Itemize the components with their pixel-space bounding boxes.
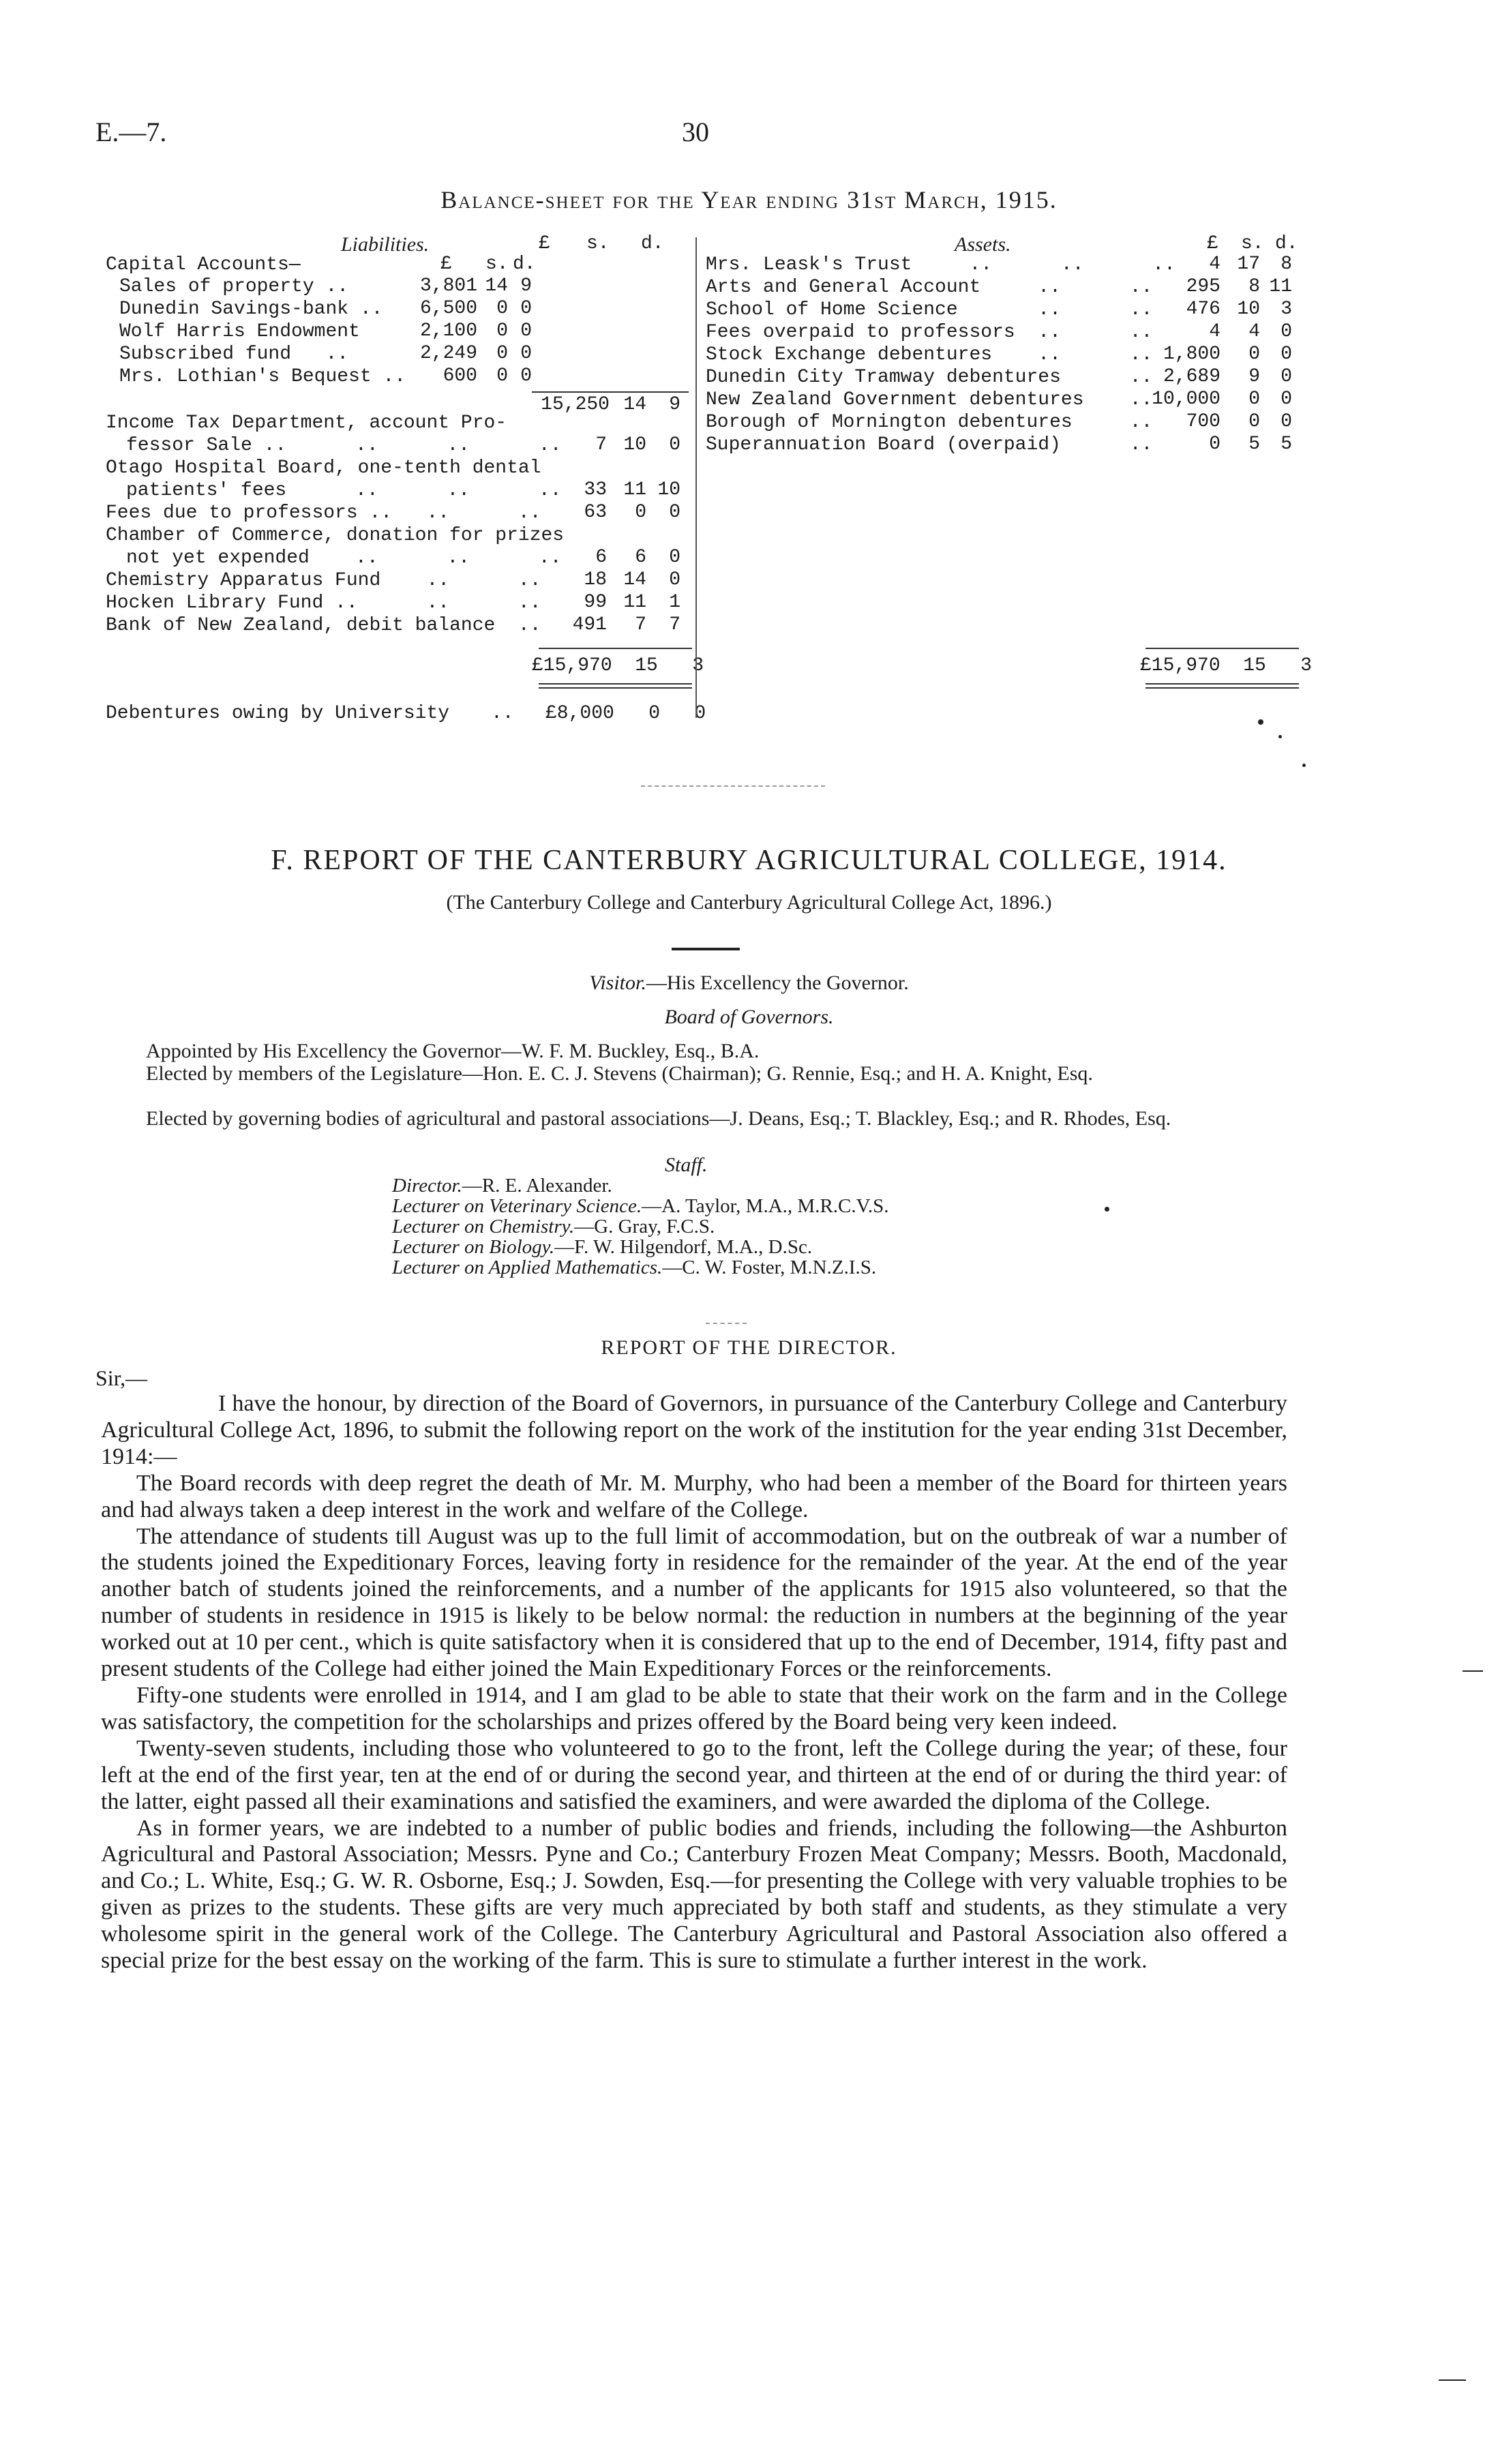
asset-pence: 11 — [1269, 276, 1292, 297]
liabilities-total: £15,970 15 3 — [532, 655, 704, 676]
assets-pound-header: £ — [1207, 233, 1218, 254]
asset-pence: 8 — [1280, 254, 1292, 275]
board-elected-associations: Elected by governing bodies of agricultural and pastoral associations—J. Deans, Esq.; T. Blackley, Esq.; and R. Rhodes, Esq. — [146, 1107, 1171, 1130]
capital-item-pounds: 6,500 — [419, 298, 477, 319]
speck — [1278, 735, 1282, 738]
liability-label: Chamber of Commerce, donation for prizes — [106, 525, 565, 546]
assets-header: Assets. — [955, 233, 1011, 256]
speck — [1439, 2379, 1466, 2381]
assets-total: £15,970 15 3 — [1140, 655, 1313, 676]
capital-item-shillings: 0 — [496, 298, 508, 319]
staff-list — [392, 1175, 888, 1278]
capital-item-pounds: 2,100 — [419, 320, 477, 342]
asset-pence: 0 — [1280, 389, 1292, 410]
section-divider — [641, 785, 825, 787]
report-paragraph: Twenty-seven students, including those who volunteered to go to the front, left the College during the year; of these, four left at the end of the first year, ten at the end of or during the second year, and thirteen at the end of or during the third year: of the latter, eight passed all their examinations and satisfied the examiners, and were awarded the diploma of the College. — [101, 1735, 1287, 1814]
capital-item-label: Sales of property .. — [119, 276, 360, 297]
visitor-text: —His Excellency the Governor. — [646, 972, 909, 994]
capital-total-pounds: 15,250 — [541, 394, 610, 415]
asset-label: New Zealand Government debentures .. — [706, 389, 1153, 410]
liability-pence: 0 — [669, 434, 680, 455]
capital-s-header: s. — [485, 254, 509, 275]
asset-label: Superannuation Board (overpaid) .. — [706, 434, 1153, 455]
asset-shillings: 17 — [1237, 254, 1260, 275]
debentures-dots: .. — [491, 703, 514, 724]
report-paragraph: As in former years, we are indebted to a number of public bodies and friends, including the following—the Ashburton Agricultural and Pastoral Association; Messrs. Pyne and Co.; Canterbury Frozen Meat Company; Messrs. Booth, Macdonald, and Co.; L. White, Esq.; G. W. R. Osborne, Esq.; J. Sowden, Esq.—for presenting the College with very valuable trophies to be given as prizes to the students. These gifts are very much appreciated by both staff and students, as they stimulate a very wholesome spirit in the general work of the College. The Canterbury Agricultural and Pastoral Association also offered a special prize for the best essay on the working of the farm. This is sure to stimulate a further interest in the work. — [101, 1815, 1287, 1974]
staff-member — [392, 1175, 888, 1196]
staff-role: Lecturer on Applied Mathematics. — [392, 1257, 663, 1278]
liability-shillings: 11 — [623, 592, 646, 613]
capital-accounts-label: Capital Accounts— — [106, 254, 301, 275]
staff-name: —C. W. Foster, M.N.Z.I.S. — [662, 1257, 877, 1278]
capital-total-shillings: 14 — [623, 394, 646, 415]
capital-item-label: Wolf Harris Endowment — [119, 321, 360, 342]
capital-d-header: d. — [513, 254, 536, 275]
liabilities-s-header: s. — [586, 233, 610, 254]
board-appointed: Appointed by His Excellency the Governor—W. F. M. Buckley, Esq., B.A. — [146, 1040, 760, 1062]
report-subtitle: (The Canterbury College and Canterbury Agricultural College Act, 1896.) — [446, 891, 1052, 914]
capital-item-shillings: 14 — [485, 275, 508, 297]
asset-shillings: 0 — [1248, 344, 1260, 365]
liability-pence: 0 — [669, 502, 680, 523]
assets-d-header: d. — [1275, 233, 1298, 254]
report-body — [101, 1391, 1287, 1974]
liabilities-header: Liabilities. — [341, 233, 430, 256]
liability-pounds: 18 — [584, 569, 607, 590]
liability-pounds: 99 — [584, 592, 607, 613]
debentures-value: £8,000 0 0 — [545, 703, 706, 724]
director-report-heading: REPORT OF THE DIRECTOR. — [601, 1336, 897, 1359]
staff-member — [392, 1237, 888, 1257]
liability-pence: 0 — [669, 569, 680, 590]
report-paragraph: The Board records with deep regret the death of Mr. M. Murphy, who had been a member of the Board for thirteen years and had always taken a deep interest in the work and welfare of the College. — [101, 1470, 1287, 1522]
balance-sheet-divider — [695, 237, 697, 718]
asset-pounds: 10,000 — [1152, 389, 1220, 410]
capital-item-shillings: 0 — [496, 343, 508, 364]
capital-item-label: Dunedin Savings-bank .. — [119, 299, 383, 320]
asset-pounds: 295 — [1186, 276, 1220, 297]
asset-shillings: 8 — [1248, 276, 1260, 297]
capital-item-pence: 9 — [520, 275, 532, 297]
asset-pounds: 700 — [1186, 411, 1220, 432]
page-number: 30 — [682, 117, 709, 147]
liability-shillings: 11 — [623, 479, 646, 500]
small-divider — [706, 1323, 747, 1324]
asset-pence: 0 — [1280, 321, 1292, 342]
liabilities-d-header: d. — [641, 233, 664, 254]
staff-member — [392, 1216, 888, 1237]
liability-label: Bank of New Zealand, debit balance .. — [106, 615, 541, 636]
speck — [1463, 1670, 1483, 1672]
speck — [1105, 1207, 1109, 1212]
capital-item-shillings: 0 — [496, 320, 508, 342]
board-heading: Board of Governors. — [664, 1006, 834, 1028]
report-paragraph: I have the honour, by direction of the Board of Governors, in pursuance of the Canterbury College and Canterbury Agricultural College Act, 1896, to submit the following report on the work of the institution for the year ending 31st December, 1914:— — [101, 1391, 1287, 1469]
staff-name: —A. Taylor, M.A., M.R.C.V.S. — [642, 1195, 889, 1217]
liabilities-pound-header: £ — [539, 233, 550, 254]
liability-pence: 7 — [669, 614, 680, 635]
capital-item-pence: 0 — [520, 320, 532, 342]
asset-shillings: 5 — [1248, 434, 1260, 455]
visitor-label: Visitor. — [589, 972, 646, 994]
asset-pence: 0 — [1280, 366, 1292, 387]
assets-s-header: s. — [1241, 233, 1264, 254]
speck — [1258, 719, 1263, 725]
asset-shillings: 4 — [1248, 321, 1260, 342]
capital-item-pence: 0 — [520, 365, 532, 387]
asset-pounds: 476 — [1186, 299, 1220, 320]
asset-label: Dunedin City Tramway debentures .. — [706, 367, 1153, 388]
asset-pence: 5 — [1280, 434, 1292, 455]
report-paragraph: Fifty-one students were enrolled in 1914, and I am glad to be able to state that their work on the farm and in the College was satisfactory, the competition for the scholarships and prizes offered by the Board being very keen indeed. — [101, 1682, 1287, 1734]
staff-role: Lecturer on Chemistry. — [392, 1216, 575, 1237]
capital-item-label: Mrs. Lothian's Bequest .. — [119, 366, 406, 387]
asset-pounds: 4 — [1209, 254, 1220, 275]
capital-item-pounds: 2,249 — [419, 343, 477, 364]
capital-total-pence: 9 — [669, 394, 680, 415]
debentures-label: Debentures owing by University — [106, 703, 450, 724]
liability-pence: 10 — [657, 479, 680, 500]
asset-label: Arts and General Account .. .. — [706, 277, 1153, 298]
liability-shillings: 10 — [623, 434, 646, 455]
board-elected-legislature: Elected by members of the Legislature—Hon. E. C. J. Stevens (Chairman); G. Rennie, Esq.; and H. A. Knight, Esq. — [146, 1062, 1093, 1085]
liability-shillings: 6 — [635, 547, 646, 568]
asset-shillings: 0 — [1248, 389, 1260, 410]
liability-pence: 0 — [669, 547, 680, 568]
capital-pound-header: £ — [440, 254, 452, 275]
liability-pounds: 491 — [572, 614, 607, 635]
salutation: Sir,— — [95, 1366, 148, 1390]
capital-item-shillings: 0 — [496, 365, 508, 387]
report-paragraph: The attendance of students till August was up to the full limit of accommodation, but on the outbreak of war a number of the students joined the Expeditionary Forces, leaving forty in residence for the remainder of the year. At the end of the year another batch of students joined the reinforcements, and a number of the applicants for 1915 also volunteered, so that the number of students in residence in 1915 is likely to be below normal: the reduction in numbers at the beginning of the year worked out at 10 per cent., which is quite satisfactory when it is considered that up to the end of December, 1914, fifty past and present students of the College had either joined the Main Expeditionary Forces or the reinforcements. — [101, 1523, 1287, 1682]
staff-member — [392, 1196, 888, 1216]
liability-shillings: 7 — [635, 614, 646, 635]
asset-pounds: 2,689 — [1163, 366, 1220, 387]
asset-label: Mrs. Leask's Trust .. .. .. — [706, 254, 1175, 275]
liability-pounds: 63 — [584, 502, 607, 523]
capital-item-pounds: 3,801 — [419, 275, 477, 297]
staff-name: —F. W. Hilgendorf, M.A., D.Sc. — [554, 1236, 813, 1258]
liability-shillings: 0 — [635, 502, 646, 523]
staff-heading: Staff. — [665, 1154, 708, 1176]
page-code: E.—7. — [95, 117, 167, 147]
title-rule — [672, 948, 740, 950]
liability-label-cont: patients' fees .. .. .. — [126, 480, 562, 501]
liability-label: Chemistry Apparatus Fund .. .. — [106, 570, 541, 591]
liability-label-cont: not yet expended .. .. .. — [126, 547, 562, 569]
liability-label: Hocken Library Fund .. .. .. — [106, 592, 541, 614]
visitor-line — [0, 972, 1498, 995]
balance-sheet-title: Balance-sheet for the Year ending 31st March, 1915. — [440, 186, 1058, 213]
staff-role: Director. — [392, 1175, 462, 1197]
staff-role: Lecturer on Veterinary Science. — [392, 1195, 642, 1217]
asset-pounds: 0 — [1209, 434, 1220, 455]
staff-name: —G. Gray, F.C.S. — [574, 1216, 715, 1237]
report-title: F. REPORT OF THE CANTERBURY AGRICULTURAL COLLEGE, 1914. — [271, 845, 1227, 876]
asset-label: Stock Exchange debentures .. .. — [706, 344, 1153, 365]
liability-label: Fees due to professors .. .. .. — [106, 502, 541, 524]
liability-label: Income Tax Department, account Pro- — [106, 412, 507, 434]
asset-label: Borough of Mornington debentures .. — [706, 412, 1153, 433]
liability-shillings: 14 — [623, 569, 646, 590]
liability-pounds: 6 — [595, 547, 607, 568]
liability-pence: 1 — [669, 592, 680, 613]
staff-name: —R. E. Alexander. — [462, 1175, 612, 1197]
asset-shillings: 9 — [1248, 366, 1260, 387]
liability-pounds: 33 — [584, 479, 607, 500]
asset-pence: 0 — [1280, 344, 1292, 365]
capital-item-pence: 0 — [520, 343, 532, 364]
asset-label: Fees overpaid to professors .. .. — [706, 322, 1153, 343]
capital-item-pounds: 600 — [443, 365, 477, 387]
speck — [1302, 764, 1306, 767]
capital-item-label: Subscribed fund .. — [119, 344, 349, 365]
asset-pence: 0 — [1280, 411, 1292, 432]
liability-pounds: 7 — [595, 434, 607, 455]
capital-item-pence: 0 — [520, 298, 532, 319]
asset-shillings: 0 — [1248, 411, 1260, 432]
liability-label-cont: fessor Sale .. .. .. .. — [126, 435, 562, 456]
staff-role: Lecturer on Biology. — [392, 1236, 555, 1258]
asset-label: School of Home Science .. .. — [706, 299, 1153, 320]
asset-shillings: 10 — [1237, 299, 1260, 320]
asset-pence: 3 — [1280, 299, 1292, 320]
asset-pounds: 1,800 — [1163, 344, 1220, 365]
staff-member — [392, 1257, 888, 1278]
liability-label: Otago Hospital Board, one-tenth dental — [106, 457, 541, 479]
asset-pounds: 4 — [1209, 321, 1220, 342]
